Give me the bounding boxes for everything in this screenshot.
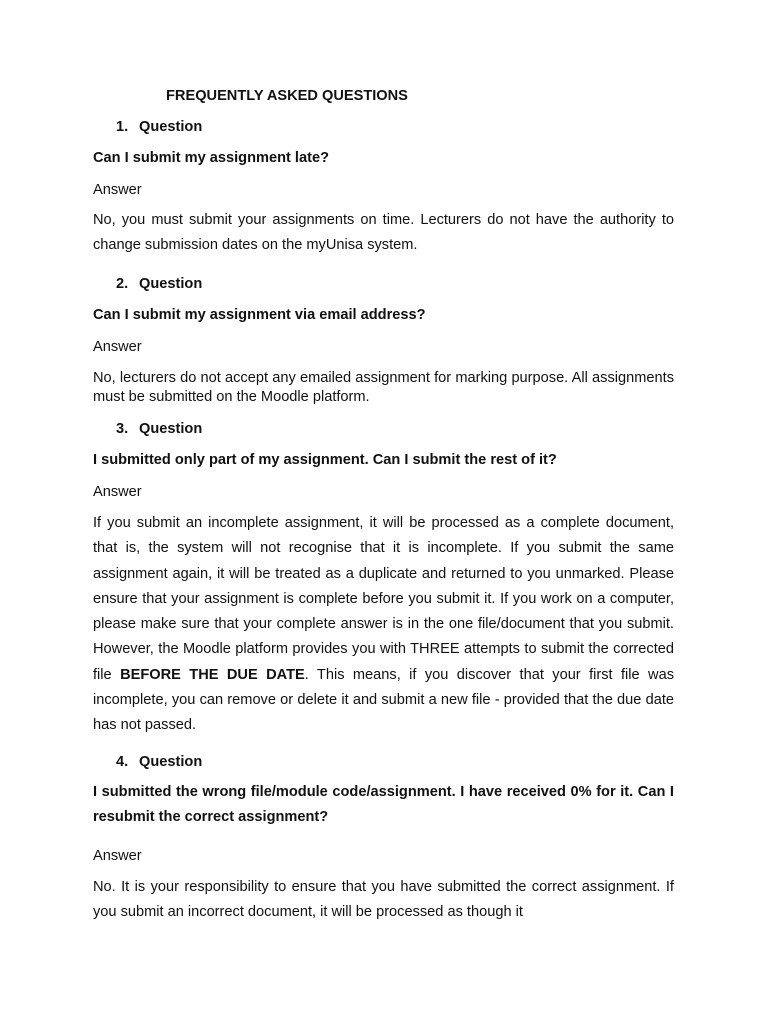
question-3-text: I submitted only part of my assignment. Can I submit the rest of it? — [93, 452, 557, 468]
question-1-text: Can I submit my assignment late? — [93, 150, 329, 166]
answer-3-text-part2: . This means, if you discover that your first file was incomplete, you can remove or delete it and submit a new file - provided that the due date has not passed. — [93, 666, 674, 734]
page-title: FREQUENTLY ASKED QUESTIONS — [166, 88, 408, 104]
answer-3-text-part1: If you submit an incomplete assignment, it will be processed as a complete document, that is, the system will not recognise that it is incomplete. If you submit the same assignment again, it will be treated as a duplicate and returned to you unmarked. Please ensure that your assignment is complete before you submit it. If you work on a computer, please make sure that your complete answer is in the one file/document that you submit. However, the Moodle platform provides you with THREE attempts to submit the corrected file — [93, 515, 674, 683]
question-1-heading-label: Question — [139, 119, 203, 135]
answer-1-text: No, you must submit your assignments on time. Lecturers do not have the authority to change submission dates on the myUnisa system. — [93, 212, 674, 253]
question-2-heading-label: Question — [139, 276, 203, 292]
question-4-heading — [116, 753, 202, 771]
answer-1-label: Answer — [93, 182, 142, 198]
answer-3-emphasis: BEFORE THE DUE DATE — [120, 666, 305, 683]
question-2-text: Can I submit my assignment via email address? — [93, 307, 426, 323]
question-3-number: 3. — [116, 421, 129, 437]
question-2-heading — [116, 275, 202, 293]
answer-2-text: No, lecturers do not accept any emailed assignment for marking purpose. All assignments must be submitted on the Moodle platform. — [93, 370, 674, 405]
answer-2-label: Answer — [93, 339, 142, 355]
answer-4-text: No. It is your responsibility to ensure that you have submitted the correct assignment. If you submit an incorrect document, it will be processed as though it — [93, 879, 674, 920]
question-4-heading-label: Question — [139, 754, 203, 770]
question-4-number: 4. — [116, 754, 129, 770]
answer-4-label: Answer — [93, 848, 142, 864]
question-2-number: 2. — [116, 276, 129, 292]
question-1-heading — [116, 118, 202, 136]
question-1-number: 1. — [116, 119, 129, 135]
question-3-heading — [116, 420, 202, 438]
question-3-heading-label: Question — [139, 421, 203, 437]
question-4-text: I submitted the wrong file/module code/assignment. I have received 0% for it. Can I resubmit the correct assignment? — [93, 784, 674, 825]
answer-3-text — [93, 511, 674, 739]
answer-3-label: Answer — [93, 484, 142, 500]
